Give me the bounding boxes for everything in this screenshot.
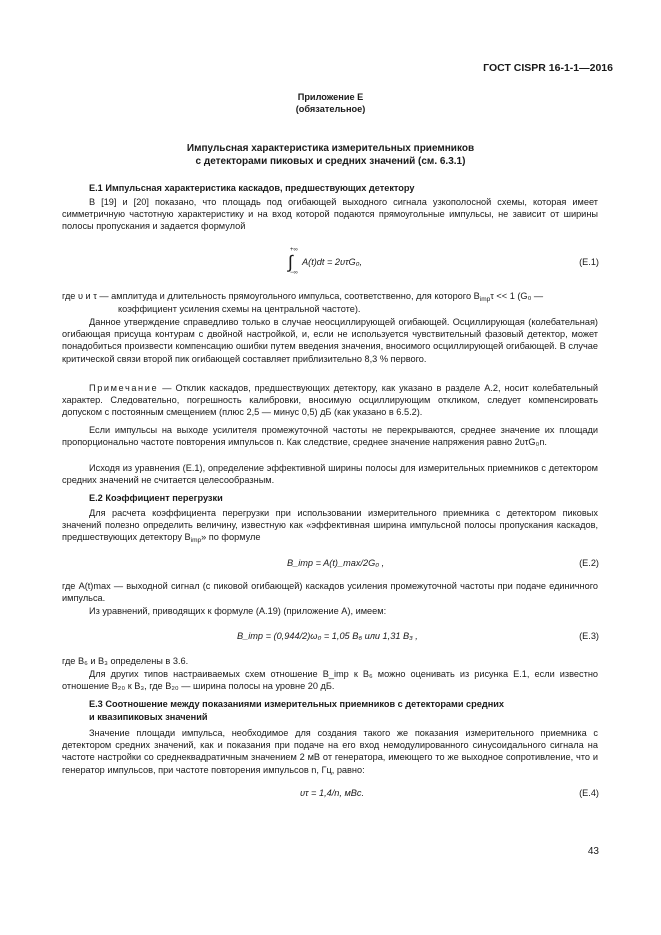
formula-e2: B_imp = A(t)_max/2G₀ , bbox=[287, 558, 385, 568]
section-e3-heading-line2: и квазипиковых значений bbox=[89, 712, 208, 722]
page-number: 43 bbox=[587, 846, 599, 857]
e2-paragraph-2: Из уравнений, приводящих к формуле (А.19) (приложение А), имеем: bbox=[89, 606, 387, 616]
e1-paragraph-1: В [19] и [20] показано, что площадь под огибающей выходного сигнала узкополосной схемы, которая имеет симметричную частотную характеристику и на вход которой подаются прямоугольные импульсы, не зависит от ширины полосы пропускания и задается формулой bbox=[62, 197, 598, 232]
equation-number-e2: (Е.2) bbox=[579, 558, 599, 568]
equation-number-e4: (Е.4) bbox=[579, 788, 599, 798]
document-header: ГОСТ CISPR 16-1-1—2016 bbox=[483, 62, 613, 74]
integral-lower-limit: −∞ bbox=[290, 270, 298, 276]
e3-paragraph-1: Значение площади импульса, необходимое для создания такого же показания измерительного приемника с детектором средних значений, как и показания при подаче на его вход немодулированного синусоидального сигнала на частоте настройки со среднеквадратичным значением 2 мВ от генератора, имеющего то же выходное сопротивление, что и генератор импульсов, при частоте повторения импульсов n, Гц, равно: bbox=[62, 728, 598, 775]
formula-e4: υτ = 1,4/n, мВс. bbox=[300, 788, 365, 798]
e2-paragraph-4: Для других типов настраиваемых схем отношение B_imp к B₆ можно оценивать из рисунка Е.1, если известно отношение B₂₀ к B₃, где B₂₀ — ширина полосы на уровне 20 дБ. bbox=[62, 669, 598, 692]
main-title-line1: Импульсная характеристика измерительных приемников bbox=[186, 143, 475, 154]
main-title-line2: с детекторами пиковых и средних значений (см. 6.3.1) bbox=[195, 156, 466, 167]
appendix-status: (обязательное) bbox=[295, 104, 366, 114]
formula-e3: B_imp = (0,944/2)ω₀ = 1,05 B₆ или 1,31 B₃ , bbox=[237, 631, 418, 641]
appendix-title: Приложение Е bbox=[297, 92, 364, 102]
e1-where-line: где υ и τ — амплитуда и длительность прямоугольного импульса, соответственно, для которого $B_{imp}\tau << 1$ (G₀ — bbox=[62, 291, 544, 303]
e2-paragraph-3: где B₆ и B₃ определены в 3.6. bbox=[62, 656, 189, 666]
e1-paragraph-2: Данное утверждение справедливо только в случае неосциллирующей огибающей. Осциллирующая (колебательная) огибающая присуща контурам с двойной настройкой, и, если не используется чувствительный фазовый детектор, может понадобиться произвести компенсацию ошибки путем введения значения, вносимого осциллирующей огибающей. В случае критической связи второй пик огибающей составляет приблизительно 8,3 % первого. bbox=[62, 317, 598, 364]
note-label: Примечание bbox=[89, 383, 159, 393]
e1-where-continuation: коэффициент усиления схемы на центральной частоте). bbox=[118, 304, 361, 314]
e2-paragraph-1: Для расчета коэффициента перегрузки при использовании измерительного приемника с детектором пиковых значений полезно определить величину, известную как «эффективная ширина импульсной полосы пропускания каскадов, предшествующих детектору $B_{imp}$» по формуле bbox=[62, 508, 598, 545]
section-e1-heading: Е.1 Импульсная характеристика каскадов, предшествующих детектору bbox=[89, 183, 415, 193]
e1-paragraph-4: Исходя из уравнения (Е.1), определение эффективной ширины полосы для измерительных приемников с детектором средних значений не считается целесообразным. bbox=[62, 463, 598, 486]
e1-paragraph-3: Если импульсы на выходе усилителя промежуточной частоты не перекрываются, среднее значение их площади пропорционально частоте повторения импульсов n. Как следствие, среднее значение напряжения равно 2υτG₀n. bbox=[62, 425, 598, 448]
integral-sign: ∫ bbox=[288, 252, 293, 272]
section-e3-heading-line1: Е.3 Соотношение между показаниями измерительных приемников с детекторами средних bbox=[89, 699, 505, 709]
equation-number-e1: (Е.1) bbox=[579, 257, 599, 267]
integral-upper-limit: +∞ bbox=[290, 247, 298, 253]
e1-note: Примечание — Отклик каскадов, предшествующих детектору, как указано в разделе А.2, носит колебательный характер. Следовательно, погрешность калибровки, вносимую осциллирующим откликом, следует компенсировать допуском с постоянным смещением (плюс 2,5 — минус 0,5) дБ (как указано в 6.5.2). bbox=[62, 383, 598, 418]
formula-e1: A(t)dt = 2υτG₀, bbox=[302, 257, 363, 267]
e2-where: где A(t)max — выходной сигнал (с пиковой огибающей) каскадов усиления промежуточной частоты при подаче единичного импульса. bbox=[62, 581, 598, 604]
section-e2-heading: Е.2 Коэффициент перегрузки bbox=[89, 493, 223, 503]
equation-number-e3: (Е.3) bbox=[579, 631, 599, 641]
